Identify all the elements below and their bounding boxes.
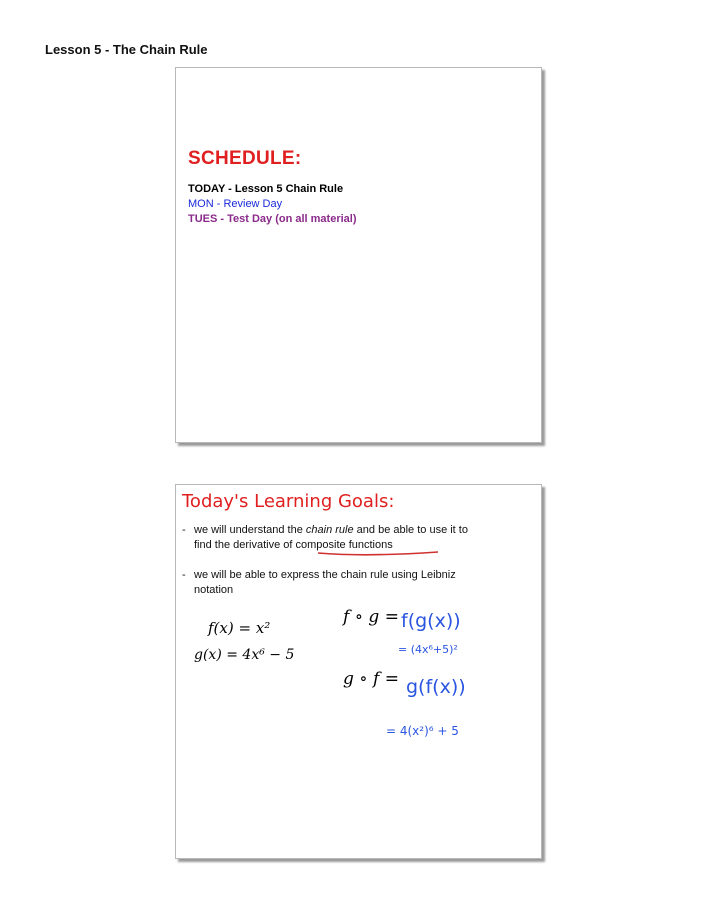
goal1-text-before: we will understand the <box>194 524 306 536</box>
handwritten-fog-expanded: = (4x⁶+5)² <box>398 643 458 656</box>
learning-goals-heading: Today's Learning Goals: <box>182 491 395 512</box>
handwritten-fog-result: f(g(x)) <box>401 610 461 632</box>
goal1-line2-text: find the derivative of <box>194 539 296 551</box>
schedule-item-monday: MON - Review Day <box>188 198 283 210</box>
goal2-line2: notation <box>194 584 234 596</box>
schedule-item-tuesday: TUES - Test Day (on all material) <box>188 213 357 225</box>
goal1-emphasis: chain rule <box>305 524 354 536</box>
equation-g: g(x) = 4x⁶ − 5 <box>194 647 295 663</box>
equation-f: f(x) = x² <box>208 619 271 637</box>
handwritten-gof-expanded: = 4(x²)⁶ + 5 <box>386 724 459 738</box>
handwritten-gof-result: g(f(x)) <box>406 676 466 698</box>
bullet-dash: - <box>182 524 186 536</box>
slide-learning-goals <box>175 484 542 859</box>
handwritten-annotations <box>176 485 541 858</box>
goal1-text-after: and be able to use it to <box>353 524 468 536</box>
slide-schedule <box>175 67 542 443</box>
goal2-line1: we will be able to express the chain rule using Leibniz <box>194 569 456 581</box>
goal1-underlined-text: composite functions <box>295 539 393 551</box>
schedule-item-today: TODAY - Lesson 5 Chain Rule <box>188 183 344 195</box>
composite-functions-underline <box>318 552 438 555</box>
equation-g-compose-f: g ∘ f = <box>343 669 399 689</box>
document-title: Lesson 5 - The Chain Rule <box>45 42 208 57</box>
equation-f-compose-g: f ∘ g = <box>343 607 399 627</box>
bullet-dash: - <box>182 569 186 581</box>
schedule-heading: SCHEDULE: <box>188 148 302 169</box>
